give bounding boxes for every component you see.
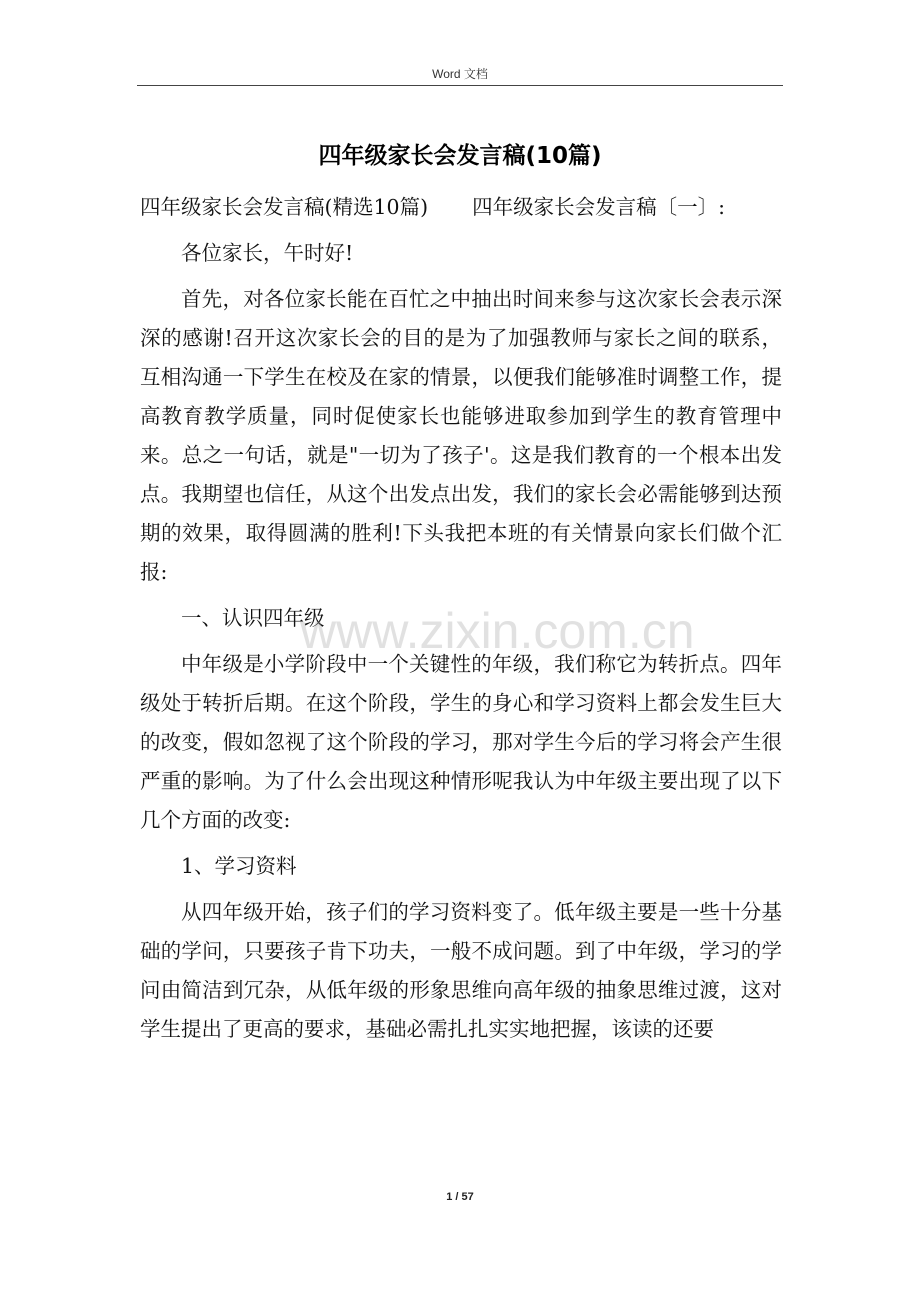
paragraph-intro: 首先，对各位家长能在百忙之中抽出时间来参与这次家长会表示深深的感谢!召开这次家长会的目的是为了加强教师与家长之间的联系，互相沟通一下学生在校及在家的情景，以便我们能够准时调整工作，提高教育教学质量，同时促使家长也能够进取参加到学生的教育管理中来。总之一句话，就是"一切为了孩子'。这是我们教育的一个根本出发点。我期望也信任，从这个出发点出发，我们的家长会必需能够到达预期的效果，取得圆满的胜利!下头我把本班的有关情景向家长们做个汇报:	[140, 287, 782, 584]
subtitle-line	[140, 188, 782, 227]
paragraph-greeting: 各位家长，午时好!	[181, 241, 354, 265]
document-body	[140, 188, 782, 1056]
paragraph-learning-content: 从四年级开始，孩子们的学习资料变了。低年级主要是一些十分基础的学问，只要孩子肯下功夫，一般不成问题。到了中年级，学习的学问由简洁到冗杂，从低年级的形象思维向高年级的抽象思维过渡，这对学生提出了更高的要求，基础必需扎扎实实地把握，该读的还要	[140, 900, 782, 1041]
page-number: 1 / 57	[446, 1191, 474, 1203]
section-heading-1: 一、认识四年级	[181, 606, 325, 630]
subsection-heading-1: 1、学习资料	[181, 854, 297, 878]
subtitle-right: 四年级家长会发言稿〔一〕:	[472, 195, 725, 219]
header-divider	[137, 85, 783, 86]
document-title: 四年级家长会发言稿(10篇)	[318, 143, 602, 169]
watermark-text: www.zixin.com.cn	[300, 603, 695, 659]
subtitle-left: 四年级家长会发言稿(精选10篇)	[140, 195, 429, 219]
header-label: Word 文档	[432, 67, 488, 81]
paragraph-grade-four: 中年级是小学阶段中一个关键性的年级，我们称它为转折点。四年级处于转折后期。在这个阶段，学生的身心和学习资料上都会发生巨大的改变，假如忽视了这个阶段的学习，那对学生今后的学习将会产生很严重的影响。为了什么会出现这种情形呢我认为中年级主要出现了以下几个方面的改变:	[140, 652, 782, 832]
